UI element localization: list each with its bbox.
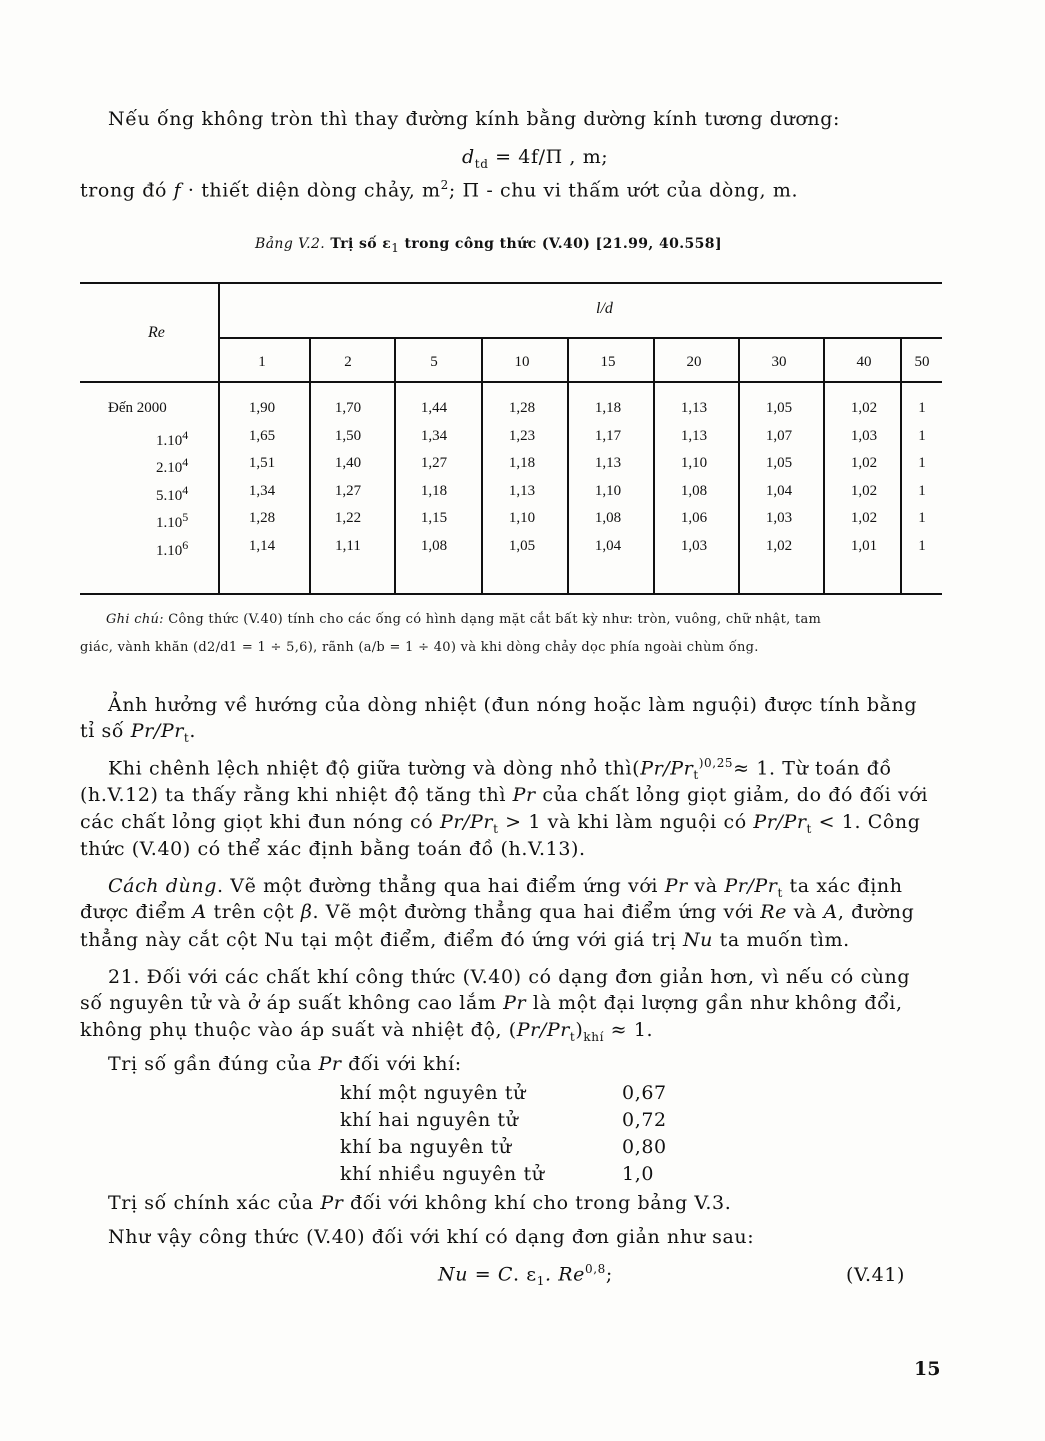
table-cell: 1,11 xyxy=(335,537,361,554)
table-cell: 1,10 xyxy=(508,510,536,526)
row-label-text: 1.10 xyxy=(156,515,183,531)
pr-label: khí một nguyên tử xyxy=(340,1082,526,1104)
para-2-line-4: thức (V.40) có thể xác định bằng toán đồ (h.V.13). xyxy=(80,838,586,860)
closing-line-2: Như vậy công thức (V.40) đối với khí có dạng đơn giản như sau: xyxy=(108,1226,755,1248)
cl1-a: Trị số chính xác của xyxy=(108,1192,321,1214)
table-cell: 1,50 xyxy=(334,427,362,444)
intro-line-3 xyxy=(80,178,798,201)
table-caption xyxy=(255,236,722,255)
table-cell: 1,02 xyxy=(850,510,878,526)
table-cell: 1,02 xyxy=(850,482,878,499)
table-cell: 1,03 xyxy=(850,427,878,444)
intro-line3-f: f xyxy=(173,179,182,202)
table-cell: 1,14 xyxy=(248,537,276,554)
note-line-1 xyxy=(106,612,821,627)
table-cell: 1,34 xyxy=(248,482,276,499)
row-label-text: 5.10 xyxy=(156,487,183,504)
pr-value: 1,0 xyxy=(622,1163,655,1185)
para-4-line-1: 21. Đối với các chất khí công thức (V.40) có dạng đơn giản hơn, vì nếu có cùng xyxy=(108,966,911,988)
p4l3-a: không phụ thuộc vào áp suất và nhiệt độ, ( xyxy=(80,1019,517,1041)
eq-eps: . ε xyxy=(513,1263,537,1286)
eq-sub: 1 xyxy=(536,1274,545,1289)
pr-label: khí nhiều nguyên tử xyxy=(340,1163,545,1185)
table-cell: 1,27 xyxy=(334,482,362,499)
cl1-b: đối với không khí cho trong bảng V.3. xyxy=(343,1192,732,1214)
p4l2-b: là một đại lượng gần như không đổi, xyxy=(526,992,903,1014)
table-cell: 1,04 xyxy=(594,537,622,554)
p3-sub: t xyxy=(777,885,783,900)
p2l2-b: của chất lỏng giọt giảm, do đó đối với xyxy=(535,784,929,806)
table-vline xyxy=(481,337,483,593)
para-1-line-2 xyxy=(80,720,196,745)
p5-it: Pr xyxy=(318,1053,342,1075)
p3-it: Cách dùng xyxy=(108,875,217,897)
formula-lhs: d xyxy=(462,146,475,168)
p3l2-c: . Vẽ một đường thẳng qua hai điểm ứng với xyxy=(312,901,761,923)
para-1-line-1: Ảnh hưởng về hướng của dòng nhiệt (đun nóng hoặc làm nguội) được tính bằng xyxy=(108,694,918,716)
p2l3-it2: Pr/Pr xyxy=(753,811,807,833)
table-cell: 1,34 xyxy=(420,427,448,444)
eq-c: C xyxy=(497,1263,514,1286)
table-row-label xyxy=(156,428,188,450)
p3l2-b: trên cột xyxy=(206,901,301,923)
equation-v41 xyxy=(438,1262,613,1288)
pr-value: 0,72 xyxy=(622,1109,667,1131)
table-cell: 1,44 xyxy=(420,400,448,416)
caption-sub: 1 xyxy=(391,240,400,255)
table-cell: 1,02 xyxy=(850,400,878,416)
table-cell: 1,05 xyxy=(765,400,793,416)
equation-label: (V.41) xyxy=(846,1264,906,1286)
pr-value: 0,67 xyxy=(622,1082,667,1104)
table-cell: 1,15 xyxy=(420,510,448,526)
table-cell: 1,10 xyxy=(680,455,708,471)
p2l3-sub2: t xyxy=(806,821,812,836)
table-cell: 1,65 xyxy=(248,427,276,444)
table-cell: 1,27 xyxy=(420,455,448,471)
table-row-header: Re xyxy=(148,324,165,341)
eq-nu: Nu xyxy=(438,1263,469,1286)
p3l2-a: được điểm xyxy=(80,901,193,923)
table-cell: 1,18 xyxy=(420,482,448,499)
table-cell: 1,28 xyxy=(508,400,536,416)
table-vline xyxy=(823,337,825,593)
p3l2-it4: A xyxy=(823,901,838,923)
table-column-header: 30 xyxy=(771,354,787,370)
p4l3-b: ) xyxy=(575,1019,584,1041)
eq-mid: = xyxy=(468,1263,498,1286)
table-cell: 1,07 xyxy=(765,427,793,444)
p3l2-it2: β xyxy=(300,901,313,923)
table-cell: 1,02 xyxy=(765,537,793,554)
p1-sub: t xyxy=(183,730,190,745)
p2l2-it: Pr xyxy=(512,784,536,806)
table-cell: 1,13 xyxy=(508,482,536,499)
table-column-header: 40 xyxy=(856,354,872,370)
para-3-line-3 xyxy=(80,929,850,951)
table-cell: 1,18 xyxy=(508,455,536,471)
table-column-header: 2 xyxy=(344,354,352,370)
intro-line3-c: ; Π - chu vi thấm ướt của dòng, m. xyxy=(448,179,799,202)
table-cell: 1 xyxy=(918,427,926,444)
formula-dtd xyxy=(462,146,608,171)
eq-re: . Re xyxy=(545,1263,586,1286)
row-label-text: Đến 2000 xyxy=(108,400,167,416)
table-column-header: 15 xyxy=(600,354,616,370)
p2-sub: t xyxy=(693,768,699,783)
table-cell: 1,05 xyxy=(765,455,793,471)
p2l3-it: Pr/Pr xyxy=(439,811,494,833)
formula-sub: td xyxy=(474,156,489,171)
pr-label: khí hai nguyên tử xyxy=(340,1109,519,1131)
p1-end: . xyxy=(189,720,196,742)
table-vline xyxy=(394,337,396,593)
eq-end: ; xyxy=(605,1263,613,1286)
table-cell: 1,22 xyxy=(334,510,362,526)
intro-line3-a: trong đó xyxy=(80,179,174,202)
row-label-exponent: 4 xyxy=(182,455,189,469)
para-5 xyxy=(108,1053,462,1075)
table-cell: 1,03 xyxy=(680,537,708,554)
p3-c: ta xác định xyxy=(782,875,903,897)
table-cell: 1 xyxy=(918,510,926,526)
p3l3-it: Nu xyxy=(682,929,714,951)
row-label-text: 1.10 xyxy=(156,542,183,559)
p1-a: tỉ số xyxy=(80,720,131,742)
table-cell: 1,17 xyxy=(594,427,622,444)
p1-it: Pr/Pr xyxy=(130,720,184,742)
eq-sup: 0,8 xyxy=(585,1262,606,1276)
table-column-header: 20 xyxy=(686,354,702,370)
table-row-label xyxy=(156,510,188,532)
row-label-exponent: 4 xyxy=(182,482,189,497)
p3l3-b: ta muốn tìm. xyxy=(713,929,850,951)
table-cell: 1,51 xyxy=(248,455,276,471)
row-label-exponent: 6 xyxy=(182,537,189,552)
p3-it2: Pr xyxy=(664,875,688,897)
table-vline xyxy=(738,337,740,593)
table-cell: 1,04 xyxy=(765,482,793,499)
p4l3-sub2: khí xyxy=(583,1029,605,1044)
table-cell: 1,05 xyxy=(508,537,536,554)
p4l2-a: số nguyên tử và ở áp suất không cao lắm xyxy=(80,992,504,1014)
table-cell: 1,02 xyxy=(850,455,878,471)
p5-b: đối với khí: xyxy=(341,1053,462,1075)
table-subheader-rule xyxy=(218,337,942,339)
p4l3-c: ≈ 1. xyxy=(604,1019,654,1041)
caption-prefix: Bảng V.2. xyxy=(255,236,326,252)
table-bottom-rule xyxy=(80,593,942,595)
p2l3-b: > 1 và khi làm nguội có xyxy=(498,811,754,833)
note-label: Ghi chú: xyxy=(106,612,164,627)
table-cell: 1,13 xyxy=(594,455,622,471)
p2l3-c: < 1. Công xyxy=(811,811,921,833)
p3l2-it: A xyxy=(192,901,207,923)
caption-rest: trong công thức (V.40) [21.99, 40.558] xyxy=(399,236,722,252)
table-cell: 1,13 xyxy=(680,427,708,444)
table-top-rule xyxy=(80,282,942,284)
table-column-header: 50 xyxy=(914,354,930,370)
table-cell: 1 xyxy=(918,482,926,499)
table-vline xyxy=(309,337,311,593)
p3l2-it3: Re xyxy=(760,901,787,923)
para-2-line-2 xyxy=(80,784,928,806)
para-4-line-3 xyxy=(80,1019,653,1044)
row-label-exponent: 4 xyxy=(182,427,189,442)
cl1-it: Pr xyxy=(320,1192,344,1214)
p2l2-a: (h.V.12) ta thấy rằng khi nhiệt độ tăng thì xyxy=(80,784,513,806)
table-row-label xyxy=(156,538,188,560)
intro-line3-b: · thiết diện dòng chảy, m xyxy=(181,179,441,202)
page-number: 15 xyxy=(914,1358,941,1380)
p2l3-sub: t xyxy=(493,821,499,836)
table-cell: 1,40 xyxy=(334,455,362,471)
p4l3-sub: t xyxy=(569,1029,576,1044)
table-cell: 1,03 xyxy=(765,510,793,526)
row-label-text: 2.10 xyxy=(156,460,183,476)
table-cell: 1,23 xyxy=(508,427,536,444)
p4l3-it: Pr/Pr xyxy=(516,1019,570,1041)
pr-value: 0,80 xyxy=(622,1136,667,1158)
p2-sup: )0,25 xyxy=(698,756,734,770)
table-column-header: 10 xyxy=(514,354,530,370)
row-label-exponent: 5 xyxy=(182,510,189,524)
table-cell: 1,18 xyxy=(594,400,622,416)
formula-rhs: = 4f/Π , m; xyxy=(488,146,609,168)
p3-it3: Pr/Pr xyxy=(724,875,778,897)
intro-line3-sup: 2 xyxy=(440,178,449,192)
table-row-label xyxy=(156,455,188,477)
table-group-header: l/d xyxy=(596,300,613,317)
p3l3-a: thẳng này cắt cột Nu tại một điểm, điểm đó ứng với giá trị xyxy=(80,929,683,951)
table-cell: 1,01 xyxy=(850,537,878,554)
table-row-label xyxy=(108,400,167,417)
table-cell: 1,70 xyxy=(334,400,362,416)
table-cell: 1,06 xyxy=(680,510,708,526)
table-cell: 1 xyxy=(918,400,926,416)
pr-label: khí ba nguyên tử xyxy=(340,1136,512,1158)
p5-a: Trị số gần đúng của xyxy=(108,1053,319,1075)
table-vline xyxy=(653,337,655,593)
table-header-rule xyxy=(80,381,942,383)
table-cell: 1,08 xyxy=(420,537,448,554)
table-cell: 1,08 xyxy=(594,510,622,526)
closing-line-1 xyxy=(108,1192,731,1214)
para-3-line-1 xyxy=(108,875,903,900)
intro-line-1: Nếu ống không tròn thì thay đường kính bằng dường kính tương dương: xyxy=(108,108,840,130)
table-row-label xyxy=(156,483,188,505)
table-cell: 1,08 xyxy=(680,482,708,499)
table-cell: 1,90 xyxy=(248,400,276,416)
table-column-header: 5 xyxy=(430,354,438,370)
table-cell: 1 xyxy=(918,455,926,471)
note-text-1: Công thức (V.40) tính cho các ống có hình dạng mặt cắt bất kỳ như: tròn, vuông, chữ nhật, tam xyxy=(163,612,822,627)
table-cell: 1,28 xyxy=(248,510,276,526)
p2-b: ≈ 1. Từ toán đồ xyxy=(733,757,892,780)
p2-it: Pr/Pr xyxy=(640,757,694,780)
note-line-2: giác, vành khăn (d2/d1 = 1 ÷ 5,6), rãnh (a/b = 1 ÷ 40) và khi dòng chảy dọc phía ngoài chùm ống. xyxy=(80,640,759,655)
table-vline-re xyxy=(218,283,220,593)
table-cell: 1,10 xyxy=(594,482,622,499)
p2l3-a: các chất lỏng giọt khi đun nóng có xyxy=(80,811,440,833)
table-vline xyxy=(567,337,569,593)
para-4-line-2 xyxy=(80,992,903,1014)
p4l2-it: Pr xyxy=(503,992,527,1014)
p3l2-e: , đường xyxy=(837,901,915,923)
para-2-line-3 xyxy=(80,811,921,836)
p3l2-d: và xyxy=(786,901,824,923)
table-cell: 1 xyxy=(918,537,926,554)
row-label-text: 1.10 xyxy=(156,432,183,449)
table-column-header: 1 xyxy=(258,354,266,370)
para-2-line-1 xyxy=(108,756,892,782)
table-cell: 1,13 xyxy=(680,400,708,416)
p3-a: . Vẽ một đường thẳng qua hai điểm ứng với xyxy=(216,875,665,897)
p3-b: và xyxy=(687,875,725,897)
caption-text: Trị số ε xyxy=(325,236,392,252)
p2-a: Khi chênh lệch nhiệt độ giữa tường và dòng nhỏ thì( xyxy=(108,757,641,780)
para-3-line-2 xyxy=(80,901,914,923)
